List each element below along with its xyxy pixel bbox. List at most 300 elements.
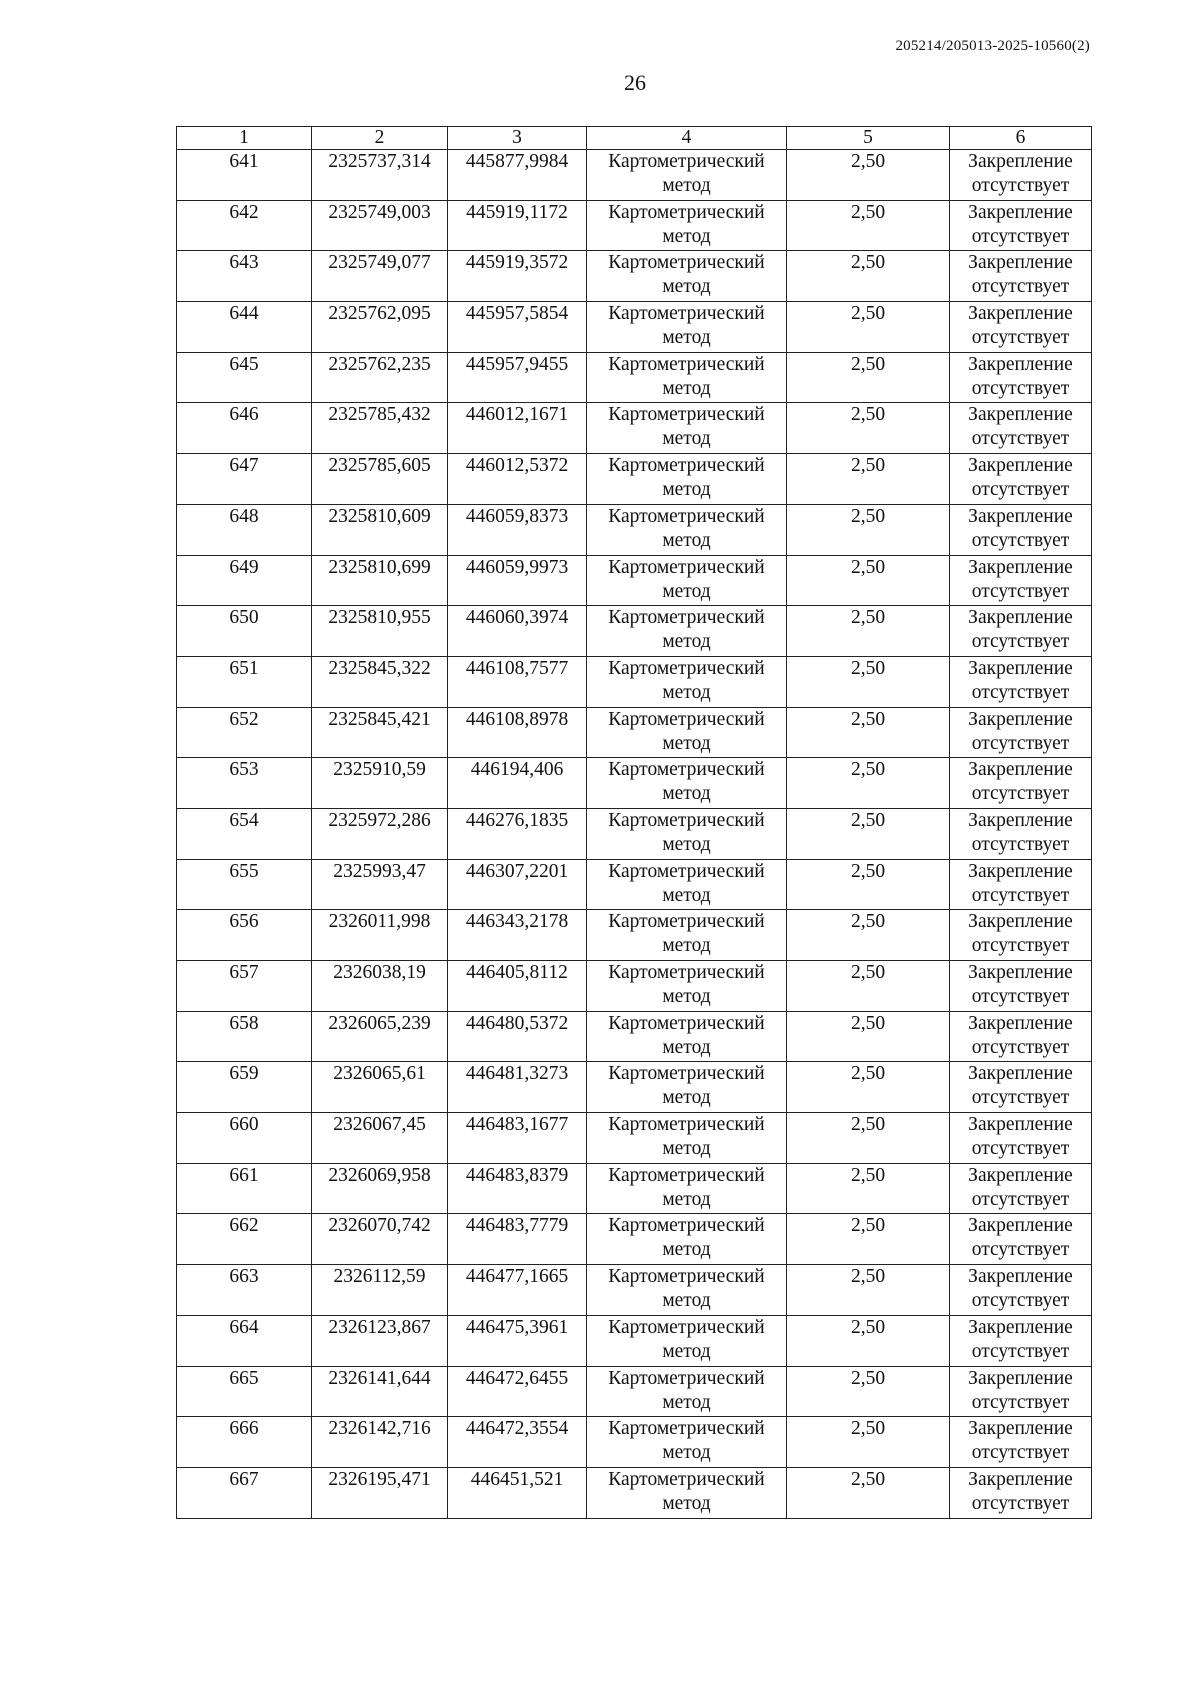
- accuracy-cell: 2,50: [787, 808, 950, 859]
- accuracy-cell: 2,50: [787, 1062, 950, 1113]
- method-cell-line-2: метод: [662, 986, 711, 1007]
- fixation-cell: [950, 251, 1092, 302]
- table-row: [177, 352, 1092, 403]
- fixation-cell: [950, 454, 1092, 505]
- method-cell: [587, 1113, 787, 1164]
- method-cell-line-2: метод: [662, 884, 711, 906]
- accuracy-cell: 2,50: [787, 251, 950, 302]
- x-coordinate-cell: 2326065,61: [312, 1062, 448, 1113]
- point-number-cell: 656: [177, 910, 312, 961]
- table-row: [177, 1265, 1092, 1316]
- y-coordinate-cell: 446477,1665: [448, 1265, 587, 1316]
- fixation-cell: [950, 352, 1092, 403]
- fixation-cell-line-2: отсутствует: [971, 1391, 1070, 1413]
- accuracy-cell: 2,50: [787, 302, 950, 353]
- method-cell-line-2: метод: [662, 1442, 711, 1464]
- fixation-cell-line-1: Закрепление: [968, 201, 1073, 223]
- x-coordinate-cell: 2326011,998: [312, 910, 448, 961]
- page-number: 26: [624, 70, 646, 95]
- method-cell: [587, 1417, 787, 1468]
- x-coordinate-cell: 2326065,239: [312, 1011, 448, 1062]
- point-number-cell: 661: [177, 1163, 312, 1214]
- method-cell-line-2: метод: [662, 276, 711, 298]
- accuracy-cell: 2,50: [787, 606, 950, 657]
- x-coordinate-cell: 2325762,235: [312, 352, 448, 403]
- fixation-cell-line-1: Закрепление: [968, 911, 1073, 933]
- y-coordinate-cell: 446483,1677: [448, 1113, 587, 1164]
- table-row: [177, 1315, 1092, 1366]
- x-coordinate-cell: 2325845,421: [312, 707, 448, 758]
- method-cell-line-1: Картометрический: [608, 809, 765, 831]
- header-row: [177, 127, 1092, 150]
- x-coordinate-cell: 2325737,314: [312, 150, 448, 201]
- x-coordinate-cell: 2325910,59: [312, 758, 448, 809]
- method-cell: [587, 758, 787, 809]
- method-cell-line-1: Картометрический: [608, 404, 765, 426]
- method-cell-line-2: метод: [662, 732, 711, 754]
- y-coordinate-cell: 445957,9455: [448, 352, 587, 403]
- point-number-cell: 659: [177, 1062, 312, 1113]
- y-coordinate-cell: 446480,5372: [448, 1011, 587, 1062]
- x-coordinate-cell: 2325785,432: [312, 403, 448, 454]
- method-cell-line-1: Картометрический: [608, 455, 765, 477]
- method-cell-line-2: метод: [662, 783, 711, 805]
- accuracy-cell: 2,50: [787, 1417, 950, 1468]
- fixation-cell: [950, 1467, 1092, 1518]
- fixation-cell: [950, 707, 1092, 758]
- accuracy-cell: 2,50: [787, 403, 950, 454]
- x-coordinate-cell: 2325810,699: [312, 555, 448, 606]
- method-cell-line-1: Картометрический: [608, 353, 765, 375]
- method-cell-line-1: Картометрический: [608, 252, 765, 274]
- method-cell-line-1: Картометрический: [608, 1215, 765, 1237]
- accuracy-cell: 2,50: [787, 1214, 950, 1265]
- point-number-cell: 666: [177, 1417, 312, 1468]
- table-row: [177, 1214, 1092, 1265]
- fixation-cell-line-2: отсутствует: [971, 377, 1070, 399]
- method-cell: [587, 251, 787, 302]
- x-coordinate-cell: 2325845,322: [312, 656, 448, 707]
- fixation-cell-line-2: отсутствует: [971, 529, 1070, 551]
- fixation-cell-line-1: Закрепление: [968, 1114, 1073, 1136]
- method-cell-line-1: Картометрический: [608, 151, 765, 172]
- fixation-cell-line-2: отсутствует: [971, 327, 1070, 349]
- x-coordinate-cell: 2326195,471: [312, 1467, 448, 1518]
- fixation-cell-line-2: отсутствует: [971, 225, 1070, 247]
- point-number-cell: 664: [177, 1315, 312, 1366]
- accuracy-cell: 2,50: [787, 859, 950, 910]
- y-coordinate-cell: 446059,9973: [448, 555, 587, 606]
- accuracy-cell: 2,50: [787, 1011, 950, 1062]
- point-number-cell: 645: [177, 352, 312, 403]
- table-row: [177, 200, 1092, 251]
- fixation-cell: [950, 758, 1092, 809]
- point-number-cell: 651: [177, 656, 312, 707]
- y-coordinate-cell: 446012,1671: [448, 403, 587, 454]
- method-cell-line-2: метод: [662, 428, 711, 450]
- table-row: [177, 504, 1092, 555]
- accuracy-cell: 2,50: [787, 1163, 950, 1214]
- fixation-cell-line-1: Закрепление: [968, 404, 1073, 426]
- table-row: [177, 1113, 1092, 1164]
- method-cell-line-1: Картометрический: [608, 708, 765, 730]
- point-number-cell: 655: [177, 859, 312, 910]
- fixation-cell-line-1: Закрепление: [968, 607, 1073, 629]
- y-coordinate-cell: 446405,8112: [448, 961, 587, 1012]
- table-row: [177, 1011, 1092, 1062]
- fixation-cell-line-2: отсутствует: [971, 1340, 1070, 1362]
- y-coordinate-cell: 446307,2201: [448, 859, 587, 910]
- fixation-cell-line-1: Закрепление: [968, 1063, 1073, 1085]
- fixation-cell: [950, 1417, 1092, 1468]
- y-coordinate-cell: 445919,3572: [448, 251, 587, 302]
- method-cell: [587, 606, 787, 657]
- method-cell-line-2: метод: [662, 479, 711, 501]
- y-coordinate-cell: 446108,7577: [448, 656, 587, 707]
- table-row: [177, 758, 1092, 809]
- fixation-cell: [950, 1062, 1092, 1113]
- method-cell-line-1: Картометрический: [608, 1012, 765, 1034]
- table-row: [177, 961, 1092, 1012]
- accuracy-cell: 2,50: [787, 1315, 950, 1366]
- method-cell-line-1: Картометрический: [608, 962, 765, 983]
- x-coordinate-cell: 2325993,47: [312, 859, 448, 910]
- fixation-cell: [950, 504, 1092, 555]
- x-coordinate-cell: 2326070,742: [312, 1214, 448, 1265]
- fixation-cell-line-1: Закрепление: [968, 505, 1073, 527]
- fixation-cell: [950, 302, 1092, 353]
- fixation-cell-line-2: отсутствует: [971, 1138, 1070, 1160]
- method-cell-line-1: Картометрический: [608, 505, 765, 527]
- fixation-cell: [950, 606, 1092, 657]
- x-coordinate-cell: 2326142,716: [312, 1417, 448, 1468]
- fixation-cell-line-2: отсутствует: [971, 1290, 1070, 1312]
- table-row: [177, 1163, 1092, 1214]
- accuracy-cell: 2,50: [787, 504, 950, 555]
- table-row: [177, 656, 1092, 707]
- method-cell: [587, 1214, 787, 1265]
- fixation-cell: [950, 961, 1092, 1012]
- method-cell: [587, 302, 787, 353]
- method-cell-line-2: метод: [662, 529, 711, 551]
- method-cell: [587, 555, 787, 606]
- method-cell: [587, 1163, 787, 1214]
- fixation-cell-line-2: отсутствует: [971, 884, 1070, 906]
- fixation-cell-line-2: отсутствует: [971, 1239, 1070, 1261]
- accuracy-cell: 2,50: [787, 555, 950, 606]
- fixation-cell-line-2: отсутствует: [971, 479, 1070, 501]
- fixation-cell: [950, 1214, 1092, 1265]
- table-body: [177, 150, 1092, 1519]
- fixation-cell-line-1: Закрепление: [968, 860, 1073, 882]
- fixation-cell-line-2: отсутствует: [971, 175, 1070, 196]
- point-number-cell: 654: [177, 808, 312, 859]
- accuracy-cell: 2,50: [787, 961, 950, 1012]
- method-cell-line-1: Картометрический: [608, 1468, 765, 1490]
- accuracy-cell: 2,50: [787, 454, 950, 505]
- fixation-cell: [950, 910, 1092, 961]
- method-cell: [587, 504, 787, 555]
- method-cell: [587, 454, 787, 505]
- fixation-cell-line-2: отсутствует: [971, 833, 1070, 855]
- column-header-5: 5: [787, 127, 950, 150]
- y-coordinate-cell: 446481,3273: [448, 1062, 587, 1113]
- y-coordinate-cell: 446451,521: [448, 1467, 587, 1518]
- fixation-cell-line-2: отсутствует: [971, 1188, 1070, 1210]
- method-cell-line-1: Картометрический: [608, 1418, 765, 1440]
- method-cell: [587, 910, 787, 961]
- y-coordinate-cell: 446108,8978: [448, 707, 587, 758]
- method-cell-line-1: Картометрический: [608, 1316, 765, 1338]
- point-number-cell: 657: [177, 961, 312, 1012]
- fixation-cell-line-2: отсутствует: [971, 1036, 1070, 1058]
- method-cell-line-1: Картометрический: [608, 911, 765, 933]
- fixation-cell-line-1: Закрепление: [968, 1164, 1073, 1186]
- accuracy-cell: 2,50: [787, 1265, 950, 1316]
- fixation-cell: [950, 150, 1092, 201]
- y-coordinate-cell: 446472,6455: [448, 1366, 587, 1417]
- fixation-cell-line-1: Закрепление: [968, 1367, 1073, 1389]
- column-header-4: 4: [587, 127, 787, 150]
- method-cell-line-2: метод: [662, 631, 711, 653]
- fixation-cell: [950, 555, 1092, 606]
- table-row: [177, 1366, 1092, 1417]
- point-number-cell: 662: [177, 1214, 312, 1265]
- accuracy-cell: 2,50: [787, 656, 950, 707]
- point-number-cell: 648: [177, 504, 312, 555]
- coordinates-table: [176, 126, 1092, 1519]
- fixation-cell-line-1: Закрепление: [968, 759, 1073, 781]
- fixation-cell: [950, 200, 1092, 251]
- method-cell: [587, 1011, 787, 1062]
- method-cell-line-2: метод: [662, 1340, 711, 1362]
- table-header: [177, 127, 1092, 150]
- method-cell: [587, 1366, 787, 1417]
- method-cell: [587, 1467, 787, 1518]
- y-coordinate-cell: 446194,406: [448, 758, 587, 809]
- fixation-cell-line-1: Закрепление: [968, 151, 1073, 172]
- y-coordinate-cell: 445957,5854: [448, 302, 587, 353]
- y-coordinate-cell: 446060,3974: [448, 606, 587, 657]
- table-row: [177, 150, 1092, 201]
- fixation-cell-line-2: отсутствует: [971, 580, 1070, 602]
- x-coordinate-cell: 2325972,286: [312, 808, 448, 859]
- point-number-cell: 647: [177, 454, 312, 505]
- method-cell: [587, 200, 787, 251]
- method-cell-line-1: Картометрический: [608, 759, 765, 781]
- method-cell: [587, 961, 787, 1012]
- method-cell: [587, 1062, 787, 1113]
- method-cell-line-1: Картометрический: [608, 303, 765, 325]
- point-number-cell: 665: [177, 1366, 312, 1417]
- fixation-cell: [950, 1315, 1092, 1366]
- point-number-cell: 667: [177, 1467, 312, 1518]
- accuracy-cell: 2,50: [787, 910, 950, 961]
- x-coordinate-cell: 2326038,19: [312, 961, 448, 1012]
- fixation-cell-line-1: Закрепление: [968, 1468, 1073, 1490]
- method-cell-line-2: метод: [662, 1188, 711, 1210]
- table-row: [177, 555, 1092, 606]
- point-number-cell: 660: [177, 1113, 312, 1164]
- table-row: [177, 859, 1092, 910]
- x-coordinate-cell: 2326067,45: [312, 1113, 448, 1164]
- document-id: 205214/205013-2025-10560(2): [895, 38, 1090, 54]
- method-cell-line-2: метод: [662, 327, 711, 349]
- x-coordinate-cell: 2325810,955: [312, 606, 448, 657]
- method-cell-line-2: метод: [662, 580, 711, 602]
- fixation-cell-line-1: Закрепление: [968, 455, 1073, 477]
- method-cell: [587, 1315, 787, 1366]
- method-cell-line-2: метод: [662, 377, 711, 399]
- method-cell: [587, 150, 787, 201]
- x-coordinate-cell: 2325749,003: [312, 200, 448, 251]
- y-coordinate-cell: 445877,9984: [448, 150, 587, 201]
- fixation-cell-line-2: отсутствует: [971, 732, 1070, 754]
- table-row: [177, 910, 1092, 961]
- fixation-cell-line-1: Закрепление: [968, 708, 1073, 730]
- table-row: [177, 707, 1092, 758]
- method-cell: [587, 403, 787, 454]
- column-header-6: 6: [950, 127, 1092, 150]
- column-header-2: 2: [312, 127, 448, 150]
- fixation-cell-line-1: Закрепление: [968, 252, 1073, 274]
- fixation-cell: [950, 656, 1092, 707]
- method-cell-line-2: метод: [662, 1290, 711, 1312]
- point-number-cell: 642: [177, 200, 312, 251]
- fixation-cell-line-1: Закрепление: [968, 1266, 1073, 1288]
- method-cell: [587, 707, 787, 758]
- method-cell-line-2: метод: [662, 1391, 711, 1413]
- method-cell: [587, 1265, 787, 1316]
- table-row: [177, 403, 1092, 454]
- accuracy-cell: 2,50: [787, 1467, 950, 1518]
- fixation-cell-line-2: отсутствует: [971, 935, 1070, 957]
- method-cell: [587, 808, 787, 859]
- fixation-cell-line-2: отсутствует: [971, 631, 1070, 653]
- fixation-cell-line-1: Закрепление: [968, 556, 1073, 578]
- fixation-cell-line-1: Закрепление: [968, 1215, 1073, 1237]
- method-cell-line-1: Картометрический: [608, 1164, 765, 1186]
- x-coordinate-cell: 2325785,605: [312, 454, 448, 505]
- point-number-cell: 649: [177, 555, 312, 606]
- fixation-cell-line-1: Закрепление: [968, 809, 1073, 831]
- point-number-cell: 663: [177, 1265, 312, 1316]
- point-number-cell: 658: [177, 1011, 312, 1062]
- x-coordinate-cell: 2325810,609: [312, 504, 448, 555]
- fixation-cell: [950, 1163, 1092, 1214]
- point-number-cell: 650: [177, 606, 312, 657]
- fixation-cell: [950, 808, 1092, 859]
- x-coordinate-cell: 2325762,095: [312, 302, 448, 353]
- y-coordinate-cell: 446276,1835: [448, 808, 587, 859]
- x-coordinate-cell: 2326069,958: [312, 1163, 448, 1214]
- y-coordinate-cell: 446483,8379: [448, 1163, 587, 1214]
- fixation-cell-line-2: отсутствует: [971, 276, 1070, 298]
- fixation-cell: [950, 859, 1092, 910]
- method-cell-line-2: метод: [662, 175, 711, 196]
- table-row: [177, 251, 1092, 302]
- method-cell-line-2: метод: [662, 225, 711, 247]
- point-number-cell: 653: [177, 758, 312, 809]
- method-cell-line-2: метод: [662, 833, 711, 855]
- fixation-cell: [950, 403, 1092, 454]
- y-coordinate-cell: 446059,8373: [448, 504, 587, 555]
- fixation-cell-line-1: Закрепление: [968, 962, 1073, 983]
- fixation-cell-line-2: отсутствует: [971, 1087, 1070, 1109]
- method-cell-line-1: Картометрический: [608, 556, 765, 578]
- fixation-cell-line-1: Закрепление: [968, 1012, 1073, 1034]
- fixation-cell-line-1: Закрепление: [968, 657, 1073, 679]
- y-coordinate-cell: 446475,3961: [448, 1315, 587, 1366]
- method-cell-line-2: метод: [662, 1492, 711, 1514]
- method-cell-line-1: Картометрический: [608, 1266, 765, 1288]
- method-cell-line-1: Картометрический: [608, 607, 765, 629]
- table-row: [177, 606, 1092, 657]
- fixation-cell: [950, 1366, 1092, 1417]
- fixation-cell-line-2: отсутствует: [971, 1442, 1070, 1464]
- accuracy-cell: 2,50: [787, 150, 950, 201]
- method-cell-line-1: Картометрический: [608, 1114, 765, 1136]
- method-cell: [587, 656, 787, 707]
- fixation-cell-line-1: Закрепление: [968, 1418, 1073, 1440]
- x-coordinate-cell: 2325749,077: [312, 251, 448, 302]
- fixation-cell-line-2: отсутствует: [971, 1492, 1070, 1514]
- method-cell-line-2: метод: [662, 935, 711, 957]
- fixation-cell-line-1: Закрепление: [968, 303, 1073, 325]
- fixation-cell: [950, 1011, 1092, 1062]
- fixation-cell-line-1: Закрепление: [968, 1316, 1073, 1338]
- method-cell-line-1: Картометрический: [608, 1063, 765, 1085]
- method-cell-line-1: Картометрический: [608, 201, 765, 223]
- point-number-cell: 643: [177, 251, 312, 302]
- x-coordinate-cell: 2326141,644: [312, 1366, 448, 1417]
- method-cell-line-2: метод: [662, 1087, 711, 1109]
- method-cell-line-2: метод: [662, 1239, 711, 1261]
- accuracy-cell: 2,50: [787, 1366, 950, 1417]
- fixation-cell-line-2: отсутствует: [971, 681, 1070, 703]
- y-coordinate-cell: 446012,5372: [448, 454, 587, 505]
- table-row: [177, 454, 1092, 505]
- method-cell-line-2: метод: [662, 681, 711, 703]
- method-cell-line-1: Картометрический: [608, 657, 765, 679]
- table-row: [177, 1467, 1092, 1518]
- method-cell-line-2: метод: [662, 1138, 711, 1160]
- table-row: [177, 1062, 1092, 1113]
- y-coordinate-cell: 445919,1172: [448, 200, 587, 251]
- method-cell-line-1: Картометрический: [608, 1367, 765, 1389]
- table-row: [177, 808, 1092, 859]
- accuracy-cell: 2,50: [787, 758, 950, 809]
- x-coordinate-cell: 2326112,59: [312, 1265, 448, 1316]
- x-coordinate-cell: 2326123,867: [312, 1315, 448, 1366]
- method-cell-line-2: метод: [662, 1036, 711, 1058]
- point-number-cell: 646: [177, 403, 312, 454]
- method-cell-line-1: Картометрический: [608, 860, 765, 882]
- accuracy-cell: 2,50: [787, 1113, 950, 1164]
- y-coordinate-cell: 446343,2178: [448, 910, 587, 961]
- fixation-cell-line-2: отсутствует: [971, 428, 1070, 450]
- fixation-cell: [950, 1265, 1092, 1316]
- accuracy-cell: 2,50: [787, 200, 950, 251]
- fixation-cell-line-2: отсутствует: [971, 783, 1070, 805]
- y-coordinate-cell: 446472,3554: [448, 1417, 587, 1468]
- accuracy-cell: 2,50: [787, 352, 950, 403]
- y-coordinate-cell: 446483,7779: [448, 1214, 587, 1265]
- fixation-cell-line-1: Закрепление: [968, 353, 1073, 375]
- method-cell: [587, 352, 787, 403]
- fixation-cell-line-2: отсутствует: [971, 986, 1070, 1007]
- fixation-cell: [950, 1113, 1092, 1164]
